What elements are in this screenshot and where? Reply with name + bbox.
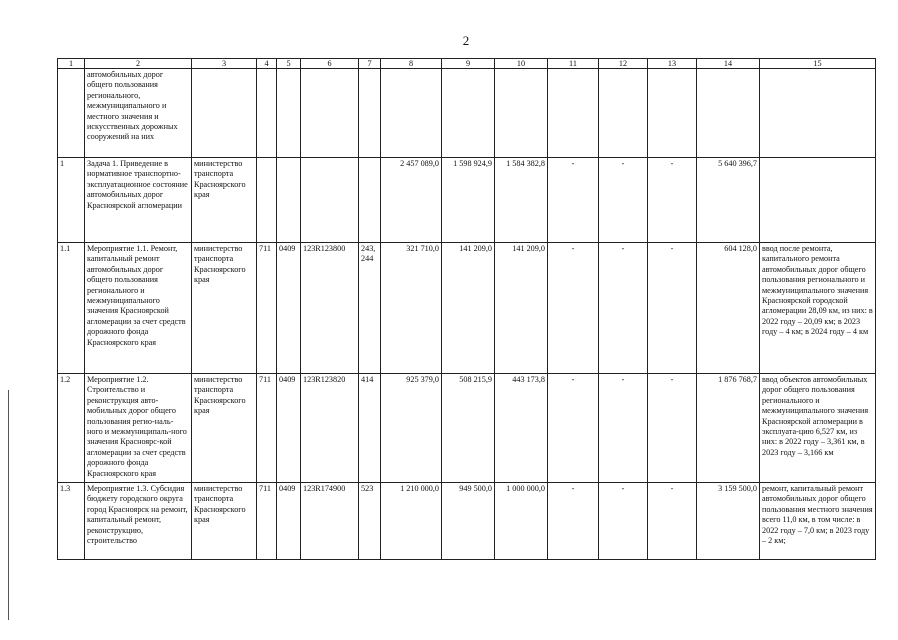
cell-executor: министерство транспорта Красноярского края <box>192 374 257 483</box>
cell-grbs: 711 <box>257 374 277 483</box>
cell-name: Мероприятие 1.1. Ремонт, капитальный ремонт автомобильных дорог общего пользования регионального и межмуниципального значения Красноярской агломерации за счет средств дорожного фонда Красноярского края <box>85 243 192 374</box>
table-row <box>58 69 876 158</box>
header-cell: 6 <box>301 59 359 69</box>
cell-num: 1.2 <box>58 374 85 483</box>
cell-y2024: 141 209,0 <box>495 243 548 374</box>
table-row <box>58 483 876 560</box>
cell-rzpr: 0409 <box>277 374 301 483</box>
cell-vr: 523 <box>359 483 381 560</box>
header-cell: 10 <box>495 59 548 69</box>
cell-csr <box>301 69 359 158</box>
header-cell: 14 <box>697 59 760 69</box>
cell-grbs <box>257 69 277 158</box>
cell-executor <box>192 69 257 158</box>
budget-table <box>57 58 876 560</box>
cell-total: 1 876 768,7 <box>697 374 760 483</box>
cell-vr <box>359 158 381 243</box>
margin-line <box>8 390 9 620</box>
cell-c12 <box>599 69 648 158</box>
cell-rzpr <box>277 69 301 158</box>
cell-grbs <box>257 158 277 243</box>
cell-c11: - <box>548 483 599 560</box>
cell-y2023: 508 215,9 <box>442 374 495 483</box>
cell-result <box>760 69 876 158</box>
header-cell: 9 <box>442 59 495 69</box>
table-row <box>58 243 876 374</box>
cell-num: 1.1 <box>58 243 85 374</box>
table-row <box>58 158 876 243</box>
cell-vr <box>359 69 381 158</box>
cell-c11: - <box>548 243 599 374</box>
cell-y2023: 141 209,0 <box>442 243 495 374</box>
cell-c13: - <box>648 483 697 560</box>
cell-rzpr: 0409 <box>277 483 301 560</box>
cell-c12: - <box>599 483 648 560</box>
cell-vr: 243, 244 <box>359 243 381 374</box>
header-cell: 3 <box>192 59 257 69</box>
cell-name: автомобильных дорог общего пользования регионального, межмуниципального и местного значения и искусственных дорожных сооружений на них <box>85 69 192 158</box>
cell-num: 1.3 <box>58 483 85 560</box>
header-cell: 11 <box>548 59 599 69</box>
cell-result: ремонт, капитальный ремонт автомобильных дорог общего пользования местного значения всего 11,0 км, в том числе: в 2022 году – 7,0 км; в 2023 году – 2 км; <box>760 483 876 560</box>
header-cell: 13 <box>648 59 697 69</box>
header-cell: 2 <box>85 59 192 69</box>
cell-vr: 414 <box>359 374 381 483</box>
cell-total: 604 128,0 <box>697 243 760 374</box>
cell-executor: министерство транспорта Красноярского края <box>192 158 257 243</box>
cell-c13: - <box>648 374 697 483</box>
cell-grbs: 711 <box>257 243 277 374</box>
cell-name: Мероприятие 1.3. Субсидия бюджету городского округа город Красноярск на ремонт, капитальный ремонт, реконструкцию, строительство <box>85 483 192 560</box>
cell-csr: 123R123800 <box>301 243 359 374</box>
header-cell: 4 <box>257 59 277 69</box>
cell-total: 3 159 500,0 <box>697 483 760 560</box>
cell-c13 <box>648 69 697 158</box>
cell-y2022: 321 710,0 <box>381 243 442 374</box>
cell-y2022: 925 379,0 <box>381 374 442 483</box>
cell-c11 <box>548 69 599 158</box>
cell-result <box>760 158 876 243</box>
cell-rzpr <box>277 158 301 243</box>
cell-executor: министерство транспорта Красноярского края <box>192 243 257 374</box>
cell-csr: 123R123820 <box>301 374 359 483</box>
header-cell: 12 <box>599 59 648 69</box>
cell-y2024: 443 173,8 <box>495 374 548 483</box>
cell-y2023: 949 500,0 <box>442 483 495 560</box>
cell-y2024 <box>495 69 548 158</box>
header-cell: 15 <box>760 59 876 69</box>
cell-c11: - <box>548 158 599 243</box>
cell-rzpr: 0409 <box>277 243 301 374</box>
cell-c12: - <box>599 158 648 243</box>
cell-y2022: 1 210 000,0 <box>381 483 442 560</box>
cell-num <box>58 69 85 158</box>
cell-y2024: 1 584 382,8 <box>495 158 548 243</box>
cell-y2024: 1 000 000,0 <box>495 483 548 560</box>
header-row <box>58 59 876 69</box>
cell-result: ввод после ремонта, капитального ремонта автомобильных дорог общего пользования регионального и межмуниципального значения Красноярской городской агломерации 28,09 км, из них: в 2022 году – 20,09 км; в 2023 году – 4 км; в 2024 году – 4 км <box>760 243 876 374</box>
cell-grbs: 711 <box>257 483 277 560</box>
cell-y2022 <box>381 69 442 158</box>
cell-y2023: 1 598 924,9 <box>442 158 495 243</box>
cell-c12: - <box>599 374 648 483</box>
header-cell: 1 <box>58 59 85 69</box>
cell-csr <box>301 158 359 243</box>
cell-c13: - <box>648 158 697 243</box>
header-cell: 8 <box>381 59 442 69</box>
cell-total <box>697 69 760 158</box>
cell-name: Задача 1. Приведение в нормативное транспортно-эксплуатационное состояние автомобильных дорог Красноярской агломерации <box>85 158 192 243</box>
cell-c11: - <box>548 374 599 483</box>
table-row <box>58 374 876 483</box>
page-number: 2 <box>462 33 470 48</box>
cell-name: Мероприятие 1.2. Строительство и реконструкция авто-мобильных дорог общего пользования регио-наль-ного и межмуниципаль-ного значения Красноярс-кой агломерации за счет средств дорожного фонда Красноярского края <box>85 374 192 483</box>
cell-result: ввод объектов автомобильных дорог общего пользования регионального и межмуниципального значения Красноярской агломерации в эксплуата-цию 6,527 км, из них: в 2022 году – 3,361 км, в 2023 году – 3,166 км <box>760 374 876 483</box>
header-cell: 7 <box>359 59 381 69</box>
cell-total: 5 640 396,7 <box>697 158 760 243</box>
cell-y2022: 2 457 089,0 <box>381 158 442 243</box>
header-cell: 5 <box>277 59 301 69</box>
cell-c12: - <box>599 243 648 374</box>
cell-y2023 <box>442 69 495 158</box>
cell-num: 1 <box>58 158 85 243</box>
cell-csr: 123R174900 <box>301 483 359 560</box>
cell-executor: министерство транспорта Красноярского края <box>192 483 257 560</box>
cell-c13: - <box>648 243 697 374</box>
